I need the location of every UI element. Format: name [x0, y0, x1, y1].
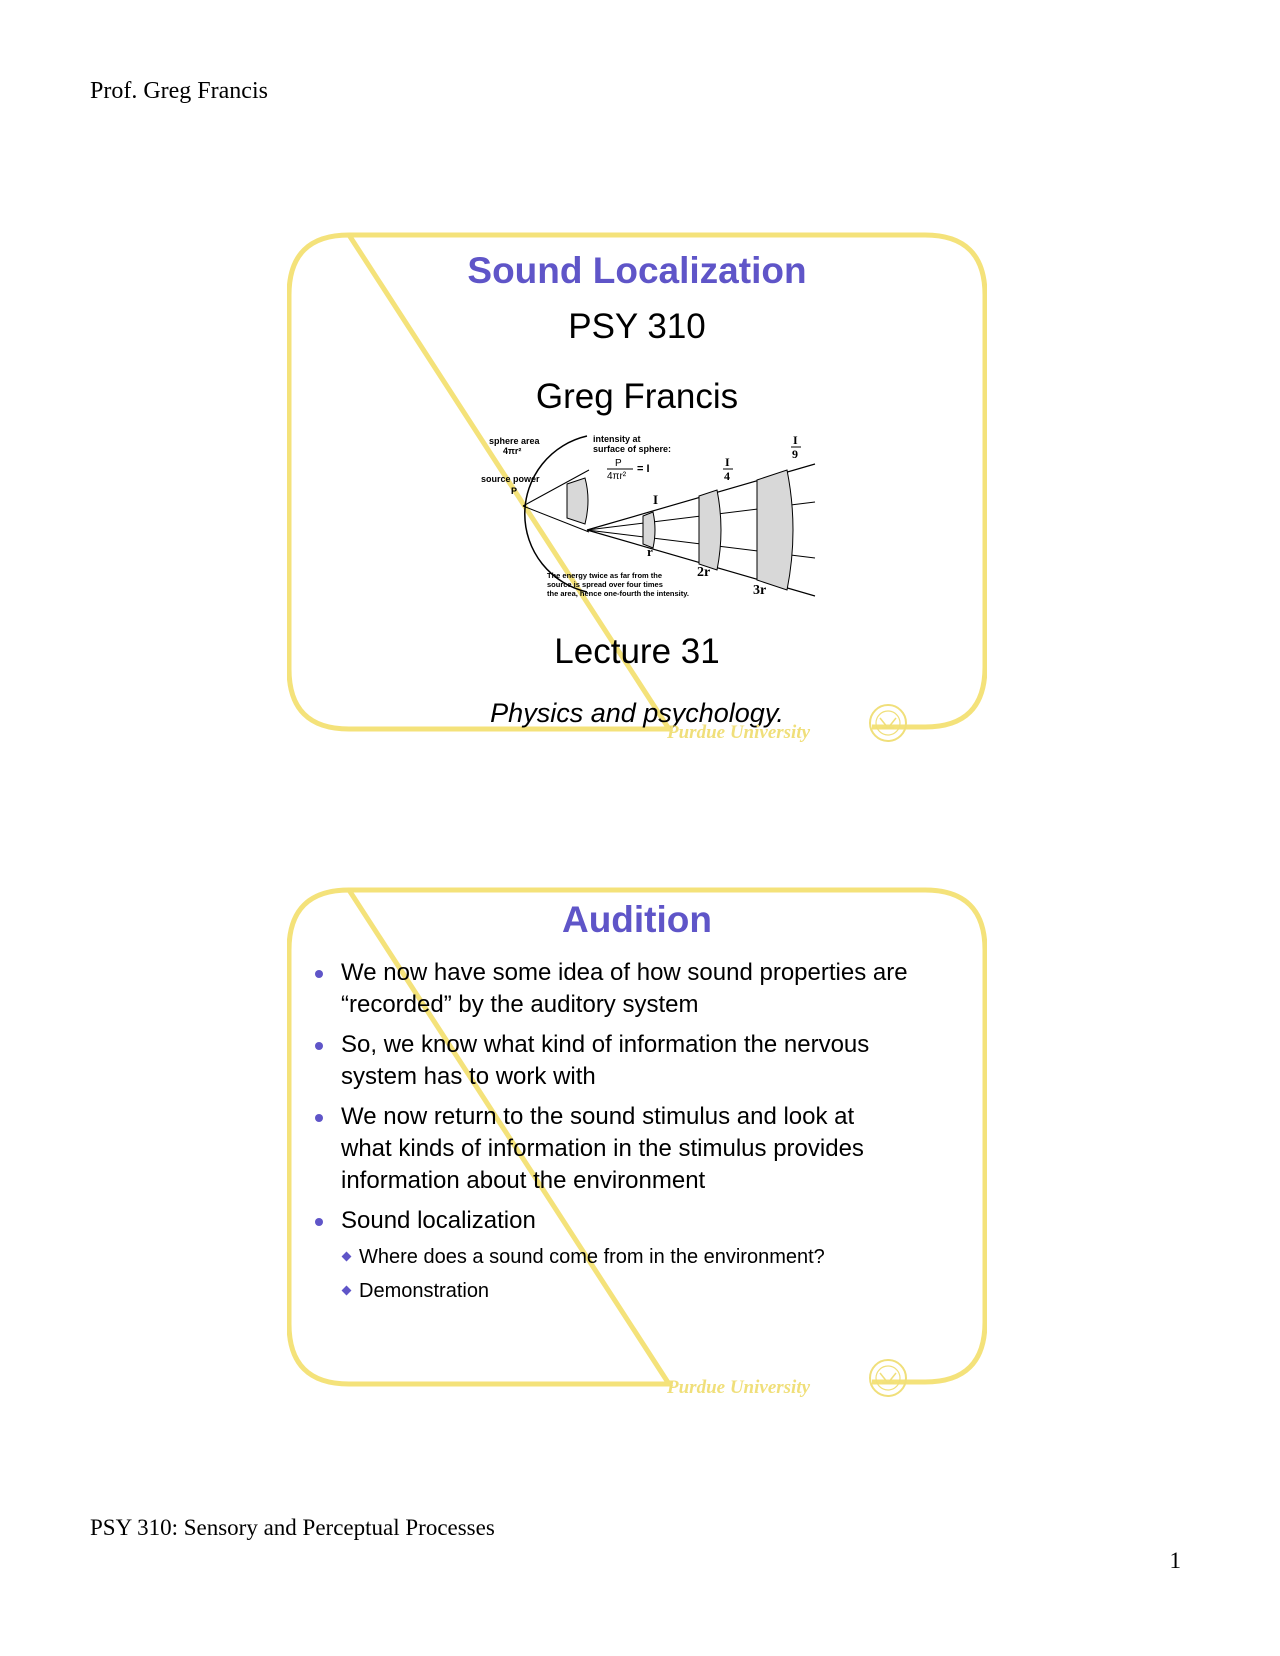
- sub-bullet-list: [341, 1243, 909, 1305]
- intensity-label-1: intensity at: [593, 434, 641, 444]
- sub-bullet-diamond: [342, 1286, 352, 1296]
- purdue-seal-icon: [867, 702, 909, 744]
- intensity-label-2: surface of sphere:: [593, 444, 672, 454]
- page-number: 1: [1169, 1548, 1181, 1573]
- formula-equals: = I: [637, 463, 650, 475]
- label-I-quarter-num: I: [725, 455, 730, 469]
- page-footer: PSY 310: Sensory and Perceptual Processes: [90, 1515, 495, 1540]
- bullet-dot: [315, 1042, 323, 1050]
- sub-bullet-text: Where does a sound come from in the environment?: [359, 1246, 825, 1268]
- label-I-quarter-den: 4: [724, 469, 730, 483]
- formula-denominator: 4πr²: [607, 471, 627, 482]
- slide-subtitle: Physics and psychology.: [490, 698, 784, 728]
- patch-r: [643, 512, 655, 548]
- formula-numerator: P: [615, 458, 622, 469]
- bullet-item: [309, 1029, 909, 1093]
- sub-bullet-item: [341, 1277, 909, 1305]
- bullet-text: Sound localization: [341, 1207, 536, 1234]
- sphere-label-2: 4πr²: [503, 446, 522, 456]
- bullet-text: So, we know what kind of information the nervous system has to work with: [341, 1031, 870, 1090]
- bullet-dot: [315, 1218, 323, 1226]
- sphere-label-1: sphere area: [489, 436, 540, 446]
- patch-2r: [699, 490, 721, 570]
- purdue-brand: Purdue University: [667, 722, 811, 743]
- label-3r: 3r: [753, 583, 767, 598]
- author-name: Greg Francis: [535, 377, 739, 416]
- sub-bullet-item: [341, 1243, 909, 1271]
- label-I-ninth-den: 9: [792, 447, 798, 461]
- bullet-dot: [315, 970, 323, 978]
- purdue-brand: Purdue University: [667, 1377, 811, 1398]
- bullet-list: [309, 957, 909, 1313]
- figure-caption-3: the area, hence one-fourth the intensity.: [547, 589, 689, 598]
- patch-3r: [757, 470, 793, 590]
- slide-audition: [287, 887, 987, 1407]
- lecture-number: Lecture 31: [554, 632, 720, 671]
- sphere-patch: [567, 478, 588, 524]
- source-label-1: source power: [481, 474, 540, 484]
- slide-title: Sound Localization: [467, 250, 807, 291]
- source-label-2: P: [511, 486, 518, 496]
- bullet-text: We now have some idea of how sound properties are “recorded” by the auditory system: [341, 959, 908, 1018]
- purdue-seal-icon: [867, 1357, 909, 1399]
- label-I-ninth-num: I: [793, 433, 798, 447]
- course-code: PSY 310: [568, 307, 706, 346]
- label-I: I: [653, 492, 659, 507]
- bullet-item: [309, 1101, 909, 1197]
- label-r: r: [647, 544, 653, 559]
- bullet-item: [309, 1205, 909, 1305]
- slide-title-slide: [287, 232, 987, 752]
- bullet-dot: [315, 1114, 323, 1122]
- figure-caption-1: The energy twice as far from the: [547, 571, 663, 580]
- label-2r: 2r: [697, 565, 711, 580]
- slide-title: Audition: [561, 899, 712, 940]
- page-header: Prof. Greg Francis: [90, 78, 268, 104]
- bullet-text: We now return to the sound stimulus and look at what kinds of information in the stimulus provides information about the environment: [341, 1103, 864, 1194]
- figure-caption-2: source is spread over four times: [547, 580, 663, 589]
- bullet-item: [309, 957, 909, 1021]
- inverse-square-figure: [467, 432, 827, 612]
- sub-bullet-diamond: [342, 1252, 352, 1262]
- sub-bullet-text: Demonstration: [359, 1280, 490, 1302]
